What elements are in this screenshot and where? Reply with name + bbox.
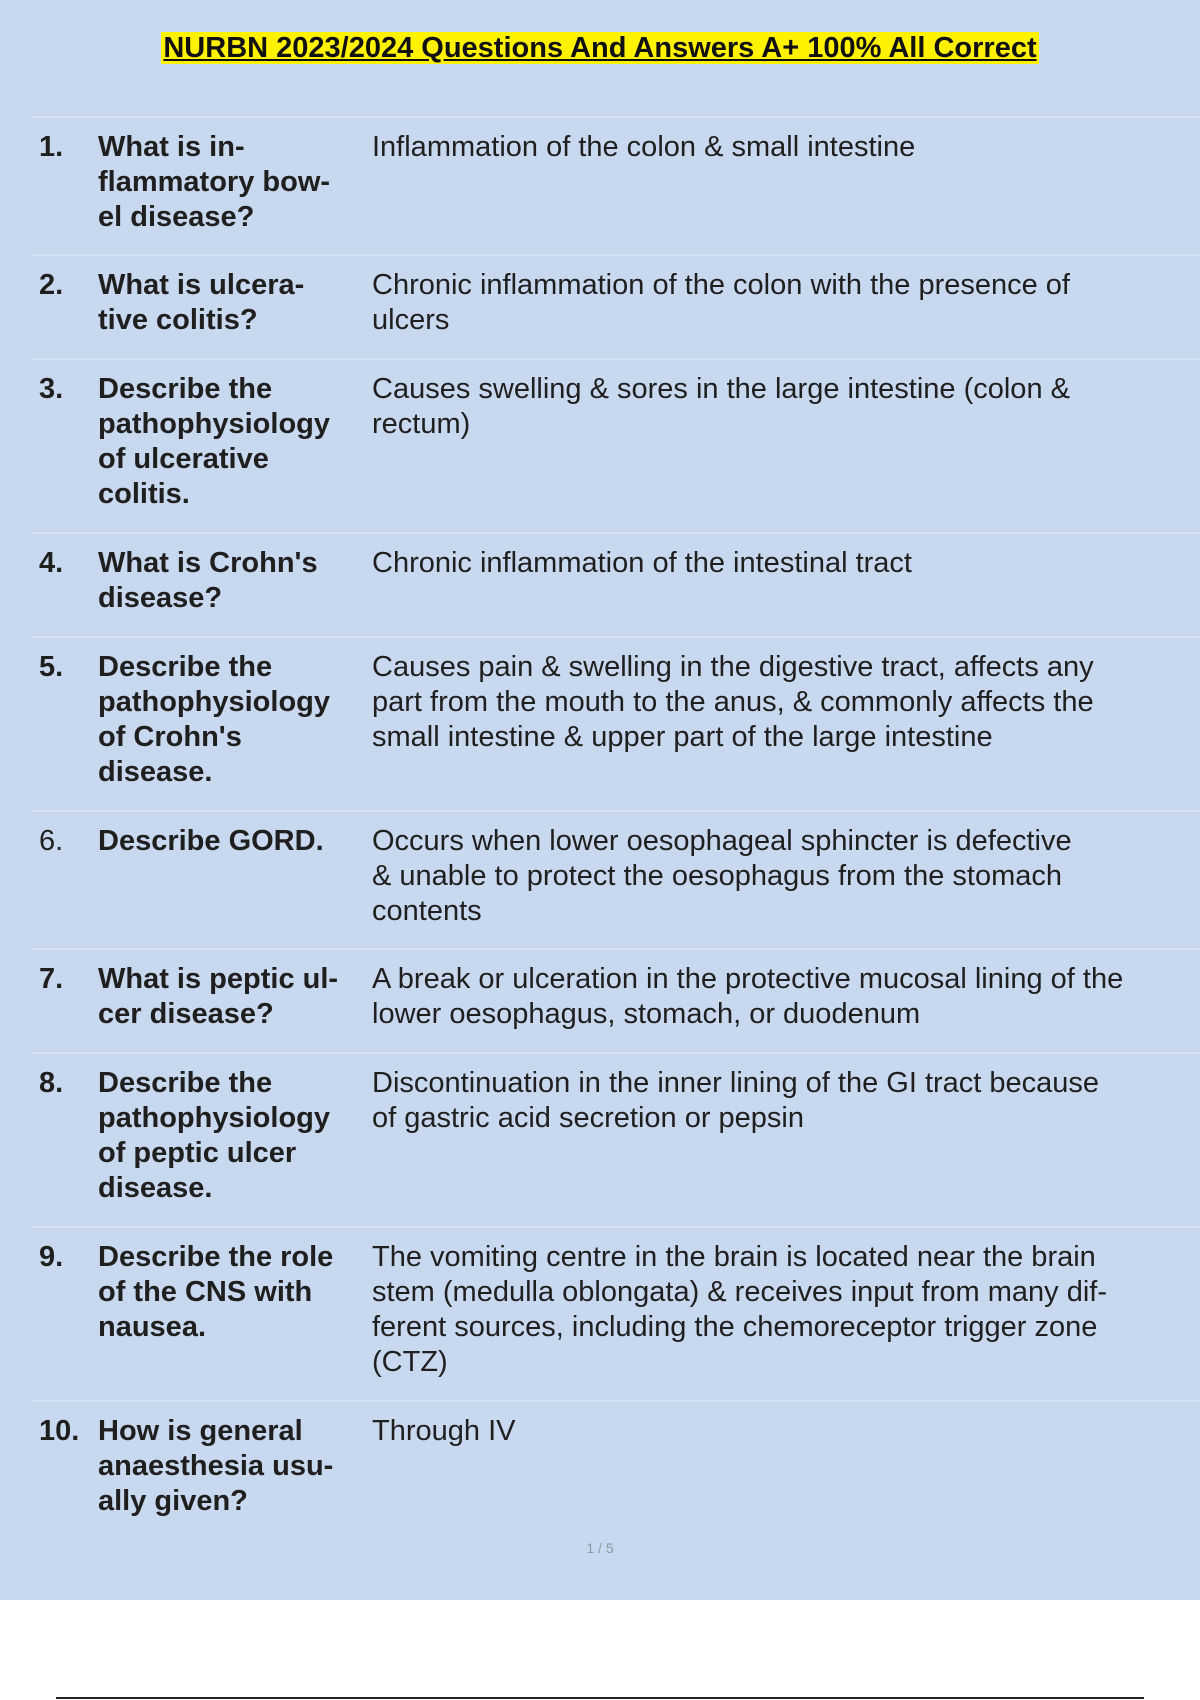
qa-row-3 — [32, 358, 1200, 532]
qa-row-10 — [32, 1400, 1200, 1538]
question-text: Describe the pathophysiology of ulcerative colitis. — [98, 373, 330, 510]
question-text: How is general anaesthesia usu- ally given? — [98, 1415, 334, 1517]
question-number: 4. — [39, 547, 64, 579]
question-text: Describe the pathophysiology of Crohn's disease. — [98, 651, 330, 788]
page-indicator: 1 / 5 — [586, 1540, 614, 1556]
qa-row-1 — [32, 116, 1200, 254]
answer-text: Causes swelling & sores in the large intestine (colon & rectum) — [372, 373, 1070, 440]
question-number: 6. — [39, 825, 64, 857]
qa-row-2 — [32, 254, 1200, 358]
document-title-wrap — [0, 32, 1200, 65]
answer-text: Occurs when lower oesophageal sphincter is defective & unable to protect the oesophagus from the stomach contents — [372, 825, 1072, 927]
question-number: 10. — [39, 1415, 80, 1447]
question-text: What is peptic ul- cer disease? — [98, 963, 339, 1030]
qa-row-7 — [32, 948, 1200, 1052]
question-number: 9. — [39, 1241, 64, 1273]
answer-text: Chronic inflammation of the colon with the presence of ulcers — [372, 269, 1070, 336]
qa-row-5 — [32, 636, 1200, 810]
question-number: 1. — [39, 131, 64, 163]
question-number: 3. — [39, 373, 64, 405]
bottom-divider — [56, 1697, 1144, 1699]
answer-text: Causes pain & swelling in the digestive tract, affects any part from the mouth to the anus, & commonly affects the small intestine & upper part of the large intestine — [372, 651, 1094, 753]
document-title: NURBN 2023/2024 Questions And Answers A+ 100% All Correct — [163, 32, 1037, 64]
answer-text: Through IV — [372, 1415, 516, 1447]
answer-text: A break or ulceration in the protective mucosal lining of the lower oesophagus, stomach, or duodenum — [372, 963, 1124, 1030]
question-text: Describe the pathophysiology of peptic ulcer disease. — [98, 1067, 330, 1204]
question-text: Describe the role of the CNS with nausea. — [98, 1241, 334, 1343]
question-text: Describe GORD. — [98, 825, 324, 857]
answer-text: Inflammation of the colon & small intestine — [372, 131, 916, 163]
question-text: What is in- flammatory bow- el disease? — [98, 131, 331, 233]
question-number: 7. — [39, 963, 64, 995]
question-text: What is ulcera- tive colitis? — [98, 269, 305, 336]
qa-row-6 — [32, 810, 1200, 948]
question-number: 8. — [39, 1067, 64, 1099]
question-number: 2. — [39, 269, 64, 301]
qa-row-8 — [32, 1052, 1200, 1226]
qa-row-4 — [32, 532, 1200, 636]
answer-text: The vomiting centre in the brain is located near the brain stem (medulla oblongata) & receives input from many dif- ferent sources, including the chemoreceptor trigger zone (CTZ) — [372, 1241, 1107, 1378]
answer-text: Chronic inflammation of the intestinal tract — [372, 547, 912, 579]
qa-row-9 — [32, 1226, 1200, 1400]
question-number: 5. — [39, 651, 64, 683]
question-text: What is Crohn's disease? — [98, 547, 318, 614]
answer-text: Discontinuation in the inner lining of the GI tract because of gastric acid secretion or pepsin — [372, 1067, 1100, 1134]
